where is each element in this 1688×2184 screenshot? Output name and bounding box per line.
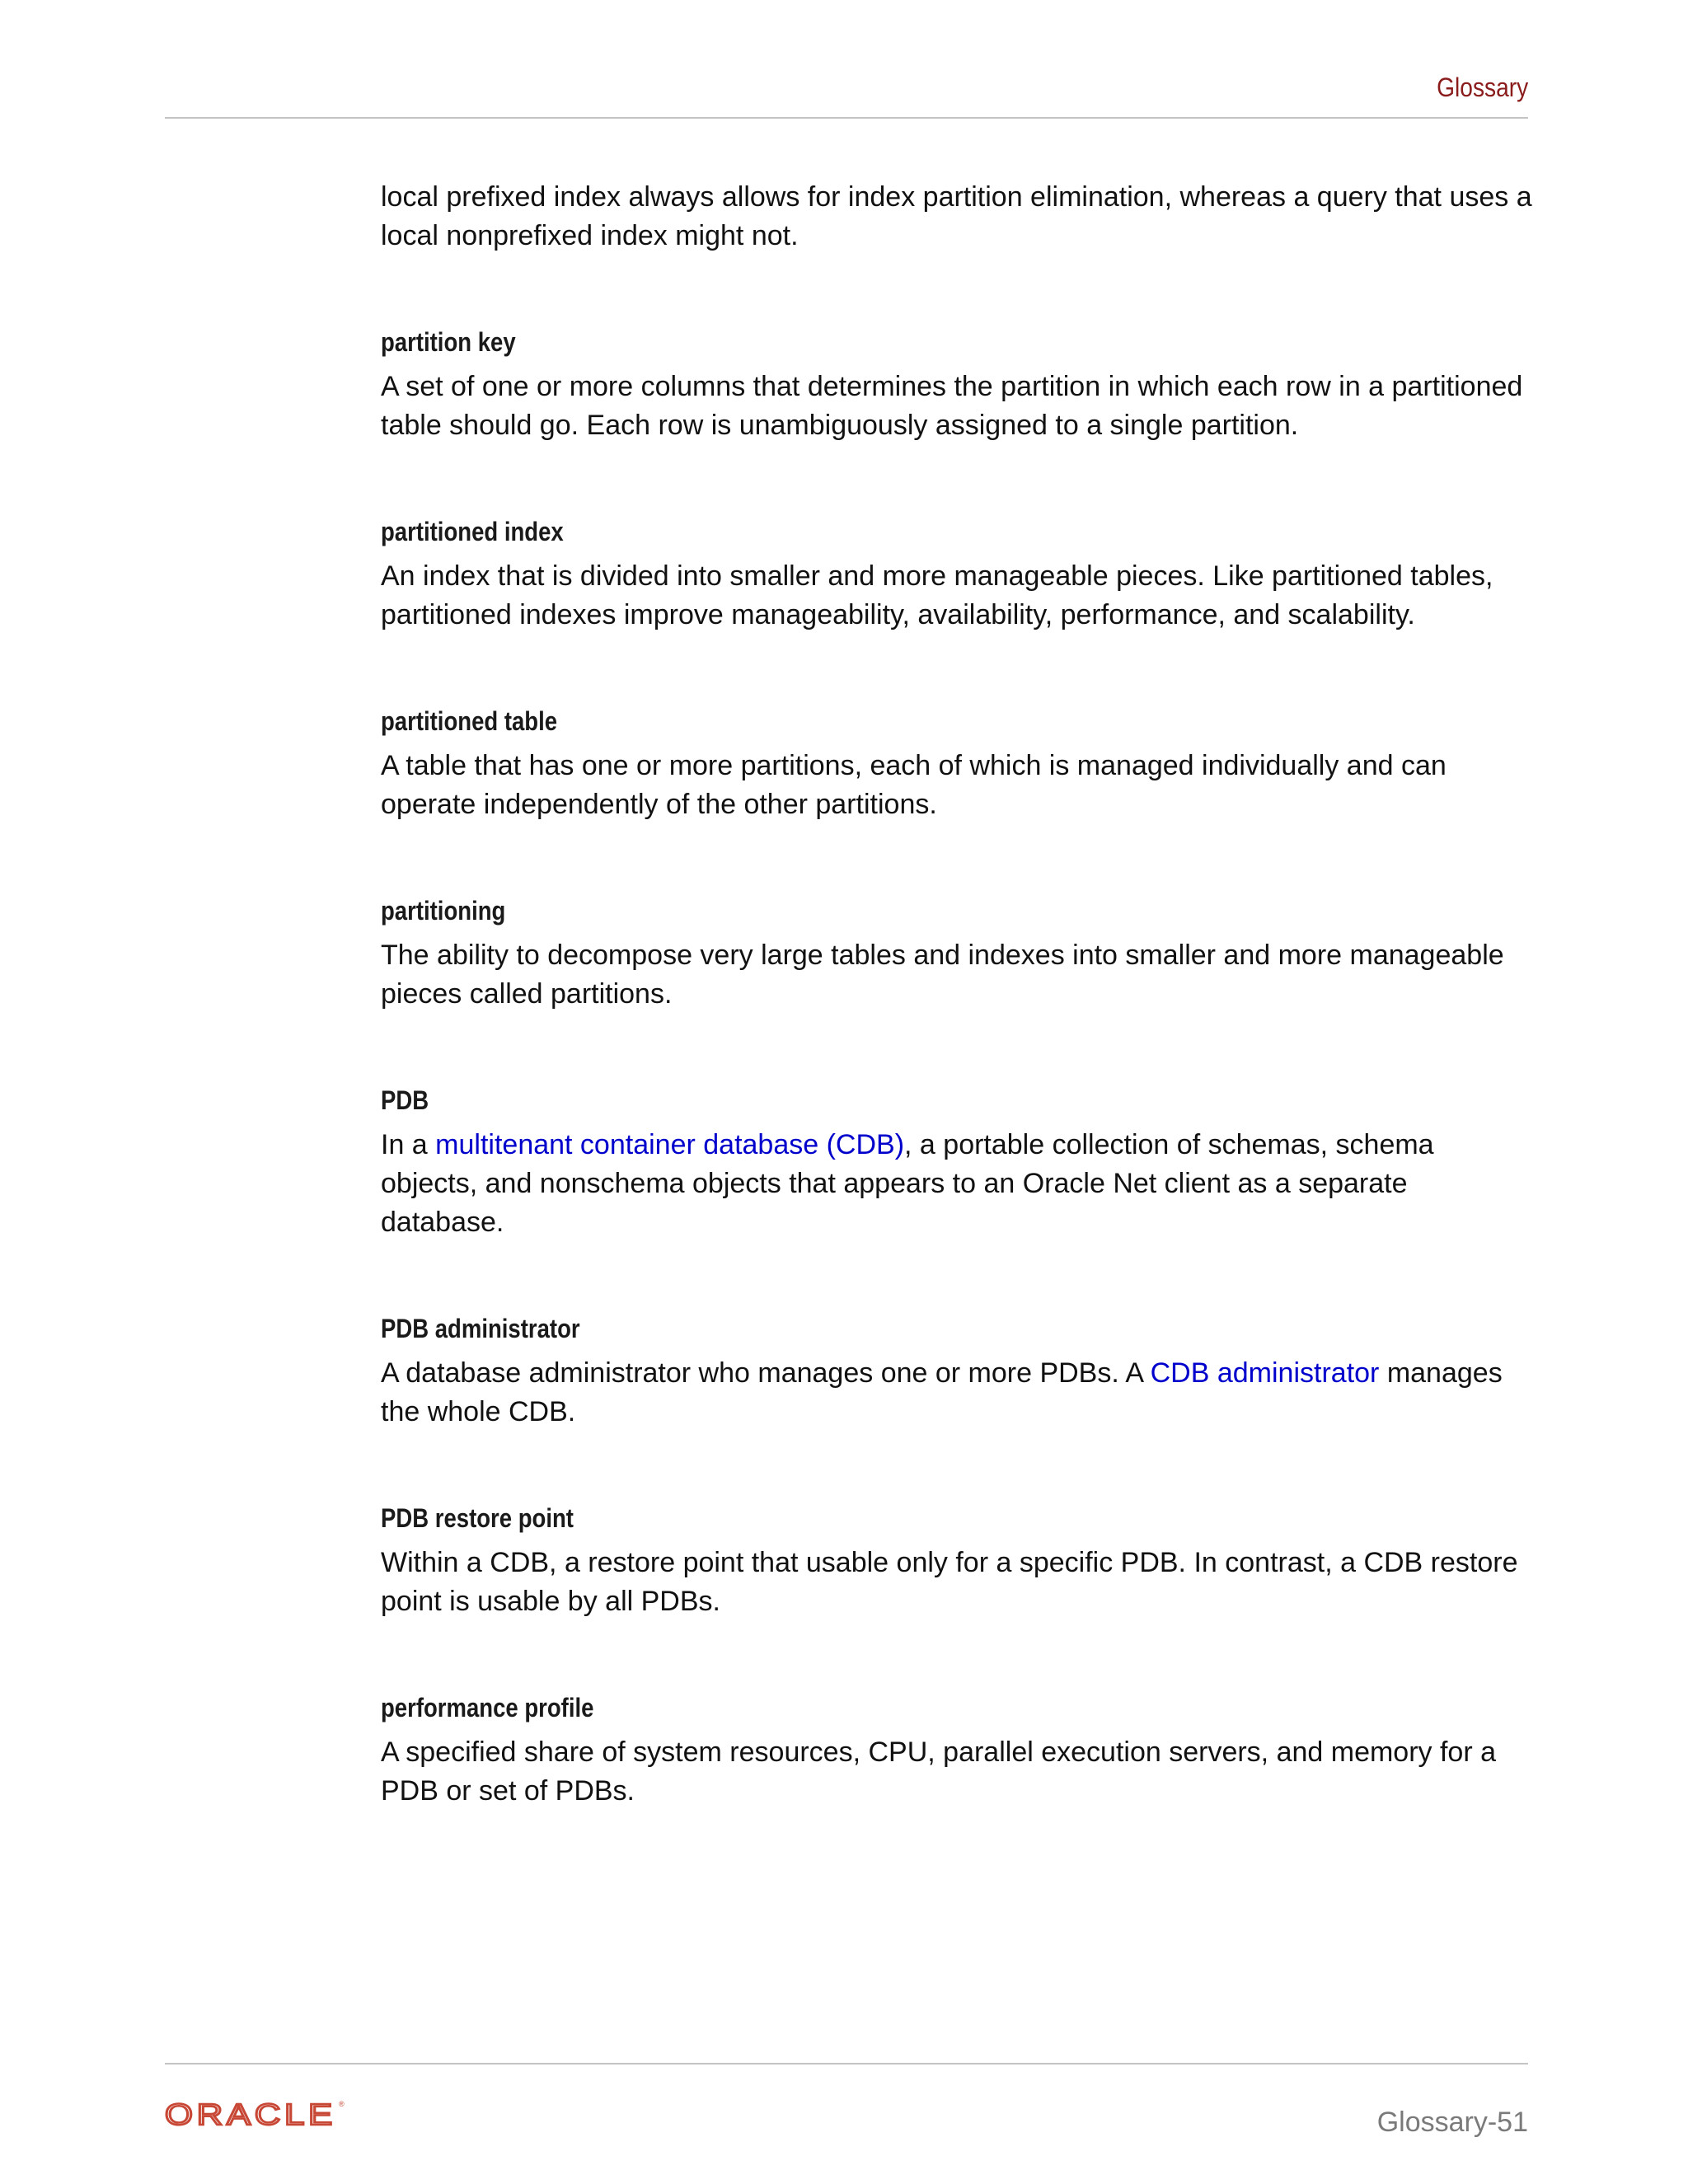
glossary-definition: The ability to decompose very large tables and indexes into smaller and more manageable pieces called partitions. [381, 940, 1504, 1010]
definition-text: In a [381, 1129, 436, 1160]
glossary-entry-pdb-administrator [381, 1312, 1535, 1432]
glossary-term: partitioning [381, 896, 506, 926]
definition-text: , a portable collection of schemas, schema objects, and nonschema objects that appears to an Oracle Net client as a separate database. [381, 1129, 1434, 1238]
page-number: Glossary-51 [1376, 2107, 1528, 2138]
oracle-logo [165, 2099, 348, 2132]
cdb-glossary-link[interactable]: multitenant container database (CDB) [435, 1129, 905, 1160]
glossary-entry-pdb [381, 1084, 1535, 1242]
header-rule [165, 117, 1528, 119]
definition-text: A database administrator who manages one or more PDBs. A [381, 1357, 1151, 1389]
glossary-term: PDB restore point [381, 1503, 574, 1533]
registered-mark-icon: ® [339, 2100, 345, 2108]
glossary-entry-pdb-restore-point [381, 1502, 1535, 1621]
cdb-administrator-link[interactable]: CDB administrator [1150, 1357, 1380, 1389]
glossary-definition: A table that has one or more partitions, each of which is managed individually and can operate independently of the other partitions. [381, 750, 1447, 820]
glossary-content [381, 178, 1535, 1811]
glossary-definition [381, 1126, 1535, 1242]
page-header-title: Glossary [1436, 73, 1528, 102]
glossary-term: partition key [381, 327, 516, 357]
definition-text: manages the whole CDB. [381, 1357, 1503, 1427]
glossary-term: PDB administrator [381, 1314, 580, 1343]
glossary-entry-partitioning [381, 894, 1535, 1014]
glossary-term: performance profile [381, 1693, 594, 1722]
oracle-logo-text: ORACLE [165, 2099, 336, 2131]
glossary-entry-performance-profile [381, 1691, 1535, 1811]
glossary-term: partitioned index [381, 517, 564, 546]
glossary-definition: Within a CDB, a restore point that usable only for a specific PDB. In contrast, a CDB restore point is usable by all PDBs. [381, 1547, 1518, 1617]
glossary-definition [381, 1354, 1535, 1432]
glossary-term: PDB [381, 1085, 429, 1115]
glossary-entry-partitioned-table [381, 705, 1535, 824]
glossary-definition: A specified share of system resources, CPU, parallel execution servers, and memory for a PDB or set of PDBs. [381, 1736, 1497, 1807]
continued-definition: local prefixed index always allows for index partition elimination, whereas a query that uses a local nonprefixed index might not. [381, 181, 1532, 251]
footer-rule [165, 2063, 1528, 2064]
glossary-term: partitioned table [381, 706, 558, 736]
glossary-entry-partition-key [381, 326, 1535, 445]
glossary-definition: An index that is divided into smaller and more manageable pieces. Like partitioned tables, partitioned indexes improve manageability, availability, performance, and scalability. [381, 560, 1493, 630]
glossary-definition: A set of one or more columns that determines the partition in which each row in a partitioned table should go. Each row is unambiguously assigned to a single partition. [381, 371, 1523, 441]
glossary-entry-partitioned-index [381, 515, 1535, 635]
